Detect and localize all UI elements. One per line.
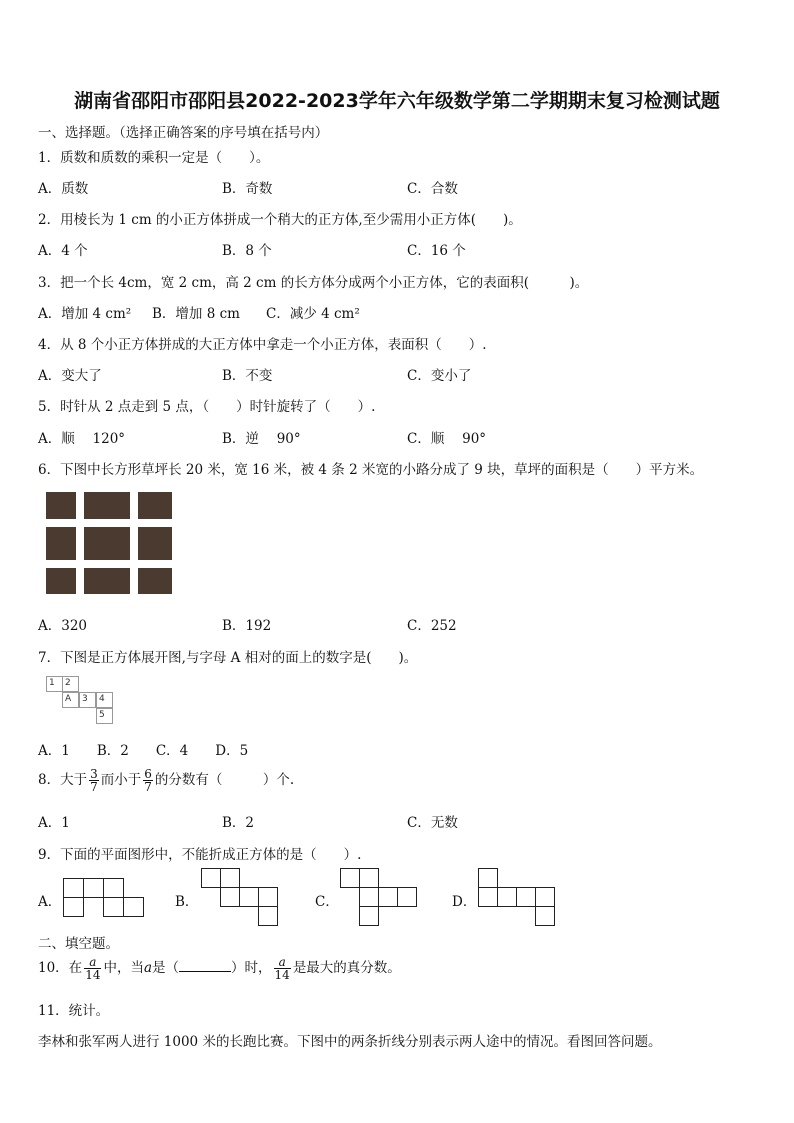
net-cell — [359, 868, 379, 888]
q10-text-2: 是（ — [152, 960, 180, 976]
q10-text-1: 中，当 — [103, 960, 144, 976]
q10-prefix: 10．在 — [38, 960, 83, 976]
net-cell — [535, 906, 555, 926]
net-face-1: 1 — [46, 676, 63, 692]
q10-suffix: 是最大的真分数。 — [292, 960, 401, 976]
net-cell — [359, 906, 379, 926]
answer-blank[interactable] — [179, 959, 231, 972]
fraction-6-7 — [143, 768, 153, 793]
q3-option-b: B．增加 8 cm — [152, 306, 240, 322]
net-cell — [103, 897, 124, 917]
net-option-a — [63, 878, 145, 918]
net-cell — [83, 878, 104, 898]
fraction-numerator: 3 — [90, 767, 98, 781]
net-cell — [397, 887, 417, 907]
question-2: 2．用棱长为 1 cm 的小正方体拼成一个稍大的正方体,至少需用小正方体( )。 — [38, 212, 522, 228]
question-11-text: 李林和张军两人进行 1000 米的长跑比赛。下图中的两条折线分别表示两人途中的情况。看图回答问题。 — [38, 1034, 662, 1050]
q5-option-b: B．逆 90° — [222, 431, 301, 447]
net-cell — [478, 868, 498, 888]
lawn-with-paths-figure — [46, 492, 172, 594]
question-5: 5．时针从 2 点走到 5 点，（ ）时针旋转了（ ）. — [38, 399, 376, 415]
horizontal-path-1 — [46, 519, 172, 527]
q2-option-c: C．16 个 — [407, 243, 466, 259]
net-face-4: 4 — [96, 692, 113, 708]
question-7: 7．下图是正方体展开图,与字母 A 相对的面上的数字是( )。 — [38, 650, 418, 666]
q8-option-b: B．2 — [222, 815, 255, 831]
q2-option-a: A．4 个 — [38, 243, 88, 259]
fraction-a-14 — [84, 956, 101, 981]
question-4: 4．从 8 个小正方体拼成的大正方体中拿走一个小正方体，表面积（ ）. — [38, 337, 487, 353]
net-cell — [239, 887, 259, 907]
question-11: 11．统计。 — [38, 1003, 110, 1019]
fraction-numerator: 6 — [144, 767, 152, 781]
net-cell — [123, 897, 144, 917]
q8-option-a: A．1 — [38, 815, 70, 831]
q7-options: A．1 B．2 C．4 D．5 — [38, 743, 249, 759]
question-3: 3．把一个长 4cm，宽 2 cm，高 2 cm 的长方体分成两个小正方体，它的表面积( )。 — [38, 275, 589, 291]
fraction-3-7 — [89, 768, 99, 793]
net-cell — [220, 887, 240, 907]
horizontal-path-2 — [46, 560, 172, 568]
q8-prefix: 8．大于 — [38, 772, 88, 788]
fraction-numerator: a — [84, 956, 101, 969]
question-9: 9．下面的平面图形中，不能折成正方体的是（ ）. — [38, 847, 362, 863]
q9-option-b-label: B． — [175, 894, 199, 910]
net-option-c — [340, 868, 420, 928]
net-face-5: 5 — [96, 708, 113, 724]
net-cell — [258, 906, 278, 926]
net-cell — [201, 868, 221, 888]
net-cell — [258, 887, 278, 907]
question-1: 1．质数和质数的乘积一定是（ ）。 — [38, 150, 270, 166]
variable-a: a — [143, 960, 153, 976]
fraction-a-14-second — [274, 956, 291, 981]
vertical-path-1 — [76, 492, 84, 594]
q3-option-a: A．增加 4 cm² — [38, 306, 132, 322]
net-option-b — [201, 868, 281, 928]
q8-middle: 而小于 — [100, 772, 142, 788]
q4-option-b: B．不变 — [222, 368, 273, 384]
question-8 — [38, 768, 294, 793]
fraction-denominator: 14 — [274, 968, 290, 982]
net-option-d — [478, 868, 558, 928]
net-cell — [220, 868, 240, 888]
net-face-a: A — [62, 692, 79, 708]
q4-option-c: C．变小了 — [407, 368, 472, 384]
q6-option-a: A．320 — [38, 618, 88, 634]
q2-option-b: B．8 个 — [222, 243, 272, 259]
fraction-denominator: 14 — [85, 968, 101, 982]
q8-suffix: 的分数有（ ）个. — [154, 772, 295, 788]
net-cell — [535, 887, 555, 907]
fraction-numerator: a — [274, 956, 291, 969]
q5-option-a: A．顺 120° — [38, 431, 126, 447]
q3-option-c: C．减少 4 cm² — [266, 306, 360, 322]
vertical-path-2 — [130, 492, 138, 594]
q1-option-b: B．奇数 — [222, 181, 273, 197]
net-face-3: 3 — [79, 692, 96, 708]
q1-option-c: C．合数 — [407, 181, 458, 197]
net-cell — [516, 887, 536, 907]
cube-net-figure — [46, 676, 116, 726]
q9-option-d-label: D． — [452, 894, 477, 910]
section-fill-heading: 二、填空题。 — [38, 936, 119, 952]
net-cell — [103, 878, 124, 898]
net-cell — [340, 868, 360, 888]
q10-text-3: ）时， — [231, 960, 272, 976]
q5-option-c: C．顺 90° — [407, 431, 487, 447]
net-cell — [378, 887, 398, 907]
net-cell — [63, 878, 84, 898]
q4-option-a: A．变大了 — [38, 368, 102, 384]
fraction-denominator: 7 — [144, 780, 152, 794]
question-10 — [38, 956, 401, 981]
q9-option-c-label: C． — [315, 894, 339, 910]
page-title: 湖南省邵阳市邵阳县2022-2023学年六年级数学第二学期期末复习检测试题 — [74, 90, 720, 112]
fraction-denominator: 7 — [90, 780, 98, 794]
net-cell — [63, 897, 84, 917]
question-6: 6．下图中长方形草坪长 20 米，宽 16 米，被 4 条 2 米宽的小路分成了 9 块，草坪的面积是（ ）平方米。 — [38, 462, 704, 478]
q9-option-a-label: A． — [38, 894, 62, 910]
net-face-2: 2 — [62, 676, 79, 692]
section-choice-heading: 一、选择题。（选择正确答案的序号填在括号内） — [38, 125, 329, 141]
q6-option-b: B．192 — [222, 618, 272, 634]
q8-option-c: C．无数 — [407, 815, 458, 831]
net-cell — [497, 887, 517, 907]
q6-option-c: C．252 — [407, 618, 457, 634]
q1-option-a: A．质数 — [38, 181, 89, 197]
net-cell — [478, 887, 498, 907]
net-cell — [359, 887, 379, 907]
